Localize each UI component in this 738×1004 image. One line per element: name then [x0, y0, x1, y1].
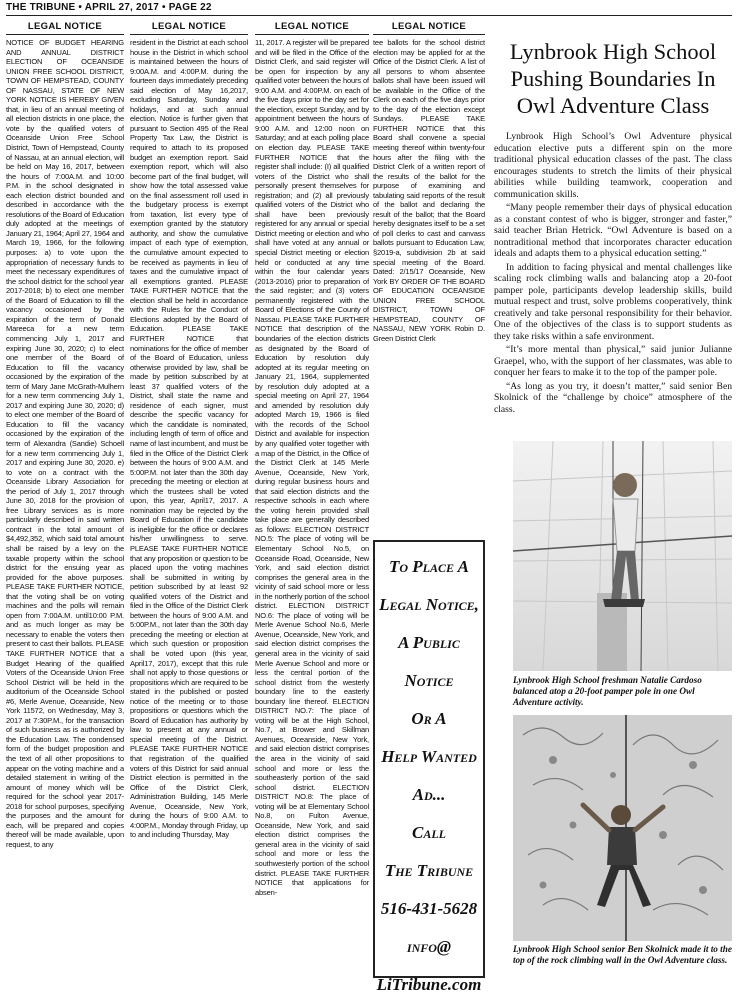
ad-line: Or A [411, 709, 447, 728]
column-heading: LEGAL NOTICE [6, 20, 124, 35]
ad-line: Ad... [412, 785, 446, 804]
legal-notice-text-3: 11, 2017. A register will be prepared and will be filed in the Office of the District Clerk, and said register will be open for inspection by any qualified voter between the hours of 9:00 A.M. and 4:00P.M. on each of the five days prior to the day set for the election, except Sunday, and by appointment between the hours of 9:00 A.M. and 12:00 noon on Saturday; and at each polling place on election day. PLEASE TAKE FURTHER NOTICE that the register shall include: (I) all qualified voters of the District who shall personally present themselves for registration; and (2) all previously qualified voters of the District who shall have been previously registered for any annual or special District meeting or election and who shall have voted at any annual or special District meeting or election held or conducted at any time within the four calendar years (2013-2016) prior to preparation of the said register; and (3) voters permanently registered with the Board of Elections of the County of Nassau. PLEASE TAKE FURTHER NOTICE that description of the boundaries of the election districts as designated by the Board of Education by resolution duly adopted at its regular meeting on January 21, 1964, supplemented by resolution duly adopted at a special meeting on April 27, 1964 and amended by resolution duly adopted March 19, 1966 is filed with the records of the School District and available for inspection by any qualified voter together with a map of the District, in the Office of the District Clerk at 145 Merle Avenue, Oceanside, New York, during regular business hours and that said election districts and the respective schools in each where the voting herein provided shall take place are generally described as follows: ELECTION DISTRICT NO.5: The place of voting will be Elementary School No.5, on Oceanside Road, Oceanside, New York, and said election district comprises the general area in the vicinity of said school more or less in the northerly portion of the school district. ELECTION DISTRICT NO.6: The place of voting will be Merle Avenue School No.6, Merle Avenue, Oceanside, New York, and said election district comprises the general area in the vicinity of said Merle Avenue School and more or less the central portion of the school district from the westerly boundary line to the easterly boundary line thereof. ELECTION DISTRICT NO.7: The place of voting will be at the High School, No.7, at Brower and Skillman Avenues, Oceanside, New York, and said election district comprises the area in the vicinity of said school and more or less the southeasterly portion of the said school district. ELECTION DISTRICT NO.8: The place of voting will be at Elementary School No.8, on Fulton Avenue, Oceanside, New York, and said election district comprises the general area in the vicinity of said school and more or less the southwesterly portion of the school district. PLEASE TAKE FURTHER NOTICE that applications for absen- [255, 38, 369, 897]
story-paragraph: Lynbrook High School’s Owl Adventure physical education elective puts a different spin on the more traditional physical education classes of the past. The class encourages students to stretch the limits of their physical abilities while building teamwork, cooperation and communication skills. [494, 131, 732, 200]
column-heading: LEGAL NOTICE [255, 20, 369, 35]
ad-line: info@ [406, 937, 452, 956]
story-paragraph: In addition to facing physical and mental challenges like scaling rock climbing walls and balancing atop a 20-foot pamper pole, participants develop leadership skills, build mutual respect and trust, solve problems cooperatively, think creatively and take personal responsibility for their behavior. One of the objectives of the class is to support students as they take risks within a safe environment. [494, 261, 732, 342]
page-header: THE TRIBUNE • APRIL 27, 2017 • PAGE 22 [6, 0, 732, 16]
story-paragraph: “It’s more mental than physical,” said junior Julianne Graepel, who, with the support of her classmates, was able to conquer her fears to make it to the top of the pamper pole. [494, 344, 732, 378]
legal-column-2 [130, 20, 248, 35]
photo-caption-2: Lynbrook High School senior Ben Skolnick made it to the top of the rock climbing wall in the Owl Adventure class. [513, 944, 732, 965]
ad-line: The Tribune [384, 861, 474, 880]
legal-notice-ad [373, 540, 485, 994]
story-headline: Lynbrook High School Pushing Boundaries In Owl Adventure Class [509, 39, 717, 118]
story-body [494, 131, 732, 415]
column-heading: LEGAL NOTICE [373, 20, 485, 35]
news-story [494, 38, 732, 417]
legal-notice-text-2: resident in the District at each school house in the District in which school is maintained between the hours of 9:00A.M. and 4:00P.M. during the fourteen days immediately preceding said election of May 16,2017, excluding Saturday, Sunday and holidays, and at such annual election. Notice is further given that pursuant to Section 495 of the Real Property Tax Law, the District is required to attach to its proposed budget an exemption report. Said exemption report, which will also become part of the final budget, will show how the total assessed value on the final assessment roll used in the budgetary process is exempt from taxation, list every type of exemption granted by the statutory authority, and show the cumulative impact of each type of exemption, the cumulative amount expected to be received as payments in lieu of taxes and the cumulative impact of all exemptions granted. PLEASE TAKE FURTHER NOTICE that the election shall be held in accordance with the Rules for the Conduct of Elections adopted by the Board of Education. PLEASE TAKE FURTHER NOTICE that nominations for the office of member of the Board of Education, unless otherwise provided by law, shall be made by petition subscribed by at least 37 qualified voters of the District, shall state the name and residence of each signer, must describe the specific vacancy for which the candidate is nominated, including length of term of office and name of last incumbent, and must be filed in the Office of the District Clerk between the hours of 9:00 A.M. and 5:00P.M. not later than the 30th day preceding the meeting or election at which the trustees shall be voted upon, this year, April17, 2017. A nomination may be rejected by the Board of Education if the candidate is ineligible for the office or declares his/her unwillingness to serve. PLEASE TAKE FURTHER NOTICE that any proposition or question to be placed upon the voting machines shall be submitted in writing by petition subscribed by at least 92 qualified voters of the District and filed in the Office of the District Clerk between the hours of 9:00 A.M. and 5:00P.M., not later than the 30th day preceding the meeting or election at which such question or proposition shall be voted upon (this year, April17, 2017), except that this rule shall not apply to those questions or propositions which are required to be stated in the published or posted notice of the meeting or to those propositions or questions which the Board of Education has authority by law to present at any annual or special meeting of the District. PLEASE TAKE FURTHER NOTICE that registration of the qualified voters of this District for said annual District election is permitted in the Office of the District Clerk, Administration Building, 145 Merle Avenue, Oceanside, New York, during the hours of 9:00 A.M. to 4:00P.M., Monday through Friday, up to and including Thursday, May [130, 38, 248, 840]
legal-notice-text-4: tee ballots for the school district election may be applied for at the Office of the District Clerk. A list of all persons to whom absentee ballots shall have been issued will be available in the Office of the Clerk on each of the five days prior to the day of the election except Sundays. PLEASE TAKE FURTHER NOTICE that this Board shall convene a special meeting thereof within twenty-four hours after the filing with the District Clerk of a written report of the results of the ballot for the purpose of examining and tabulating said reports of the result of the ballot and declaring the result of the ballot; that the Board hereby designates itself to be a set of poll clerks to cast and canvass ballots pursuant to Education Law, §2019-a, subdivision 2b at said special meeting of the Board. Dated: 2/15/17 Oceanside, New York BY ORDER OF THE BOARD OF EDUCATION OCEANSIDE UNION FREE SCHOOL DISTRICT, TOWN OF HEMPSTEAD, COUNTY OF NASSAU, NEW YORK Robin D. Green District Clerk [373, 38, 485, 343]
story-paragraph: “As long as you try, it doesn’t matter,” said senior Ben Skolnick of the “challenge by choice” atmosphere of the class. [494, 380, 732, 415]
story-paragraph: “Many people remember their days of physical education as a constant contest of who is bigger, stronger and faster,” said teacher Brian Hetrick. “Owl Adventure is based on a nontraditional method that incorporates character education ideals and adapts them to a physical education setting.” [494, 202, 732, 259]
legal-column-3 [255, 20, 369, 35]
legal-column-1 [6, 20, 124, 35]
ad-line: Call [411, 823, 446, 842]
ad-line: Legal Notice, [379, 595, 479, 614]
ad-line: To Place A [389, 557, 469, 576]
legal-column-4 [373, 20, 485, 35]
photo-caption-1: Lynbrook High School freshman Natalie Cardoso balanced atop a 20-foot pamper pole in one Owl Adventure activity. [513, 675, 702, 707]
ad-email: LiTribune.com [376, 975, 482, 994]
rock-wall-photo [513, 715, 732, 941]
ad-line: A Public [398, 633, 460, 652]
ad-phone: 516-431-5628 [380, 899, 478, 918]
pamper-pole-photo [513, 441, 732, 671]
column-heading: LEGAL NOTICE [130, 20, 248, 35]
ad-line: Help Wanted [381, 747, 477, 766]
legal-notice-text-1: NOTICE OF BUDGET HEARING AND ANNUAL DISTRICT ELECTION OF OCEANSIDE UNION FREE SCHOOL DISTRICT, TOWN OF HEMPSTEAD, COUNTY OF NASSAU, STATE OF NEW YORK NOTICE IS HEREBY GIVEN that, in lieu of an annual meeting of all election districts in one place, the vote by the qualified voters of Oceanside Union Free School District, Town of Hempstead, County of Nassau, at an annual election, will be held on May 16, 2017, between the hours of 7:00A.M. and 10:00 P.M. in the school designated in each election district bounded and described in accordance with the resolutions of the Board of Education duly adopted at the meetings of January 21, 1964; April 27, 1964 and March 19, 1966, for the following purposes: a) to vote upon the appropriation of necessary funds to meet the necessary expenditures of the school district for the school year 2017-2018; b) to elect one member of the Board of Education to fill the vacancy occasioned by the expiration of the term of Donald Mareeca for a new term commencing July 1, 2017 and expiring June 30, 2020; c) to elect one member of the Board of Education to fill the vacancy occasioned by the expiration of the term of Mary Jane McGrath-Mulhern for a new term commencing July 1, 2017 and expiring June 30, 2020; d) to elect one member of the Board of Education to fill the vacancy occasioned by the expiration of the term of Alexandra (Sandie) Schoell for a new term commencing July 1, 2017 and expiring June 30, 2020. e) to vote on a contract with the Oceanside Library Association for the period of July 1, 2017 through June 30, 2018 for the provision of free Library services as is more particularly described in said written contract in the total amount of $4,492,352, which said total amount shall be raised by a levy on the taxable property within the school district for the ensuing year as provided for the above purposes. PLEASE TAKE FURTHER NOTICE, that the voting shall be on voting machines and the polls will remain open from 7:00A.M. until10:00 P.M. and as much longer as may be necessary to enable the voters then present to cast their ballots. PLEASE TAKE FURTHER NOTICE that a Budget Hearing of the qualified Voters of the Oceanside Union Free School District will be held in the auditorium of the Oceanside School #6, Merle Avenue, Oceanside, New York 11572, on Wednesday, May 3, 2017 at 7:30P.M., for the transaction of such business as is authorized by the Education Law. The condensed form of the budget proposition and the text of all other propositions to appear on the voting machine and a detailed statement in writing of the amount of money which will be required for the school year 2017-2018 for school purposes, specifying the purposes and the amount for each, will be prepared and copies thereof will be made available, upon request, to any [6, 38, 124, 849]
ad-line: Notice [404, 671, 454, 690]
